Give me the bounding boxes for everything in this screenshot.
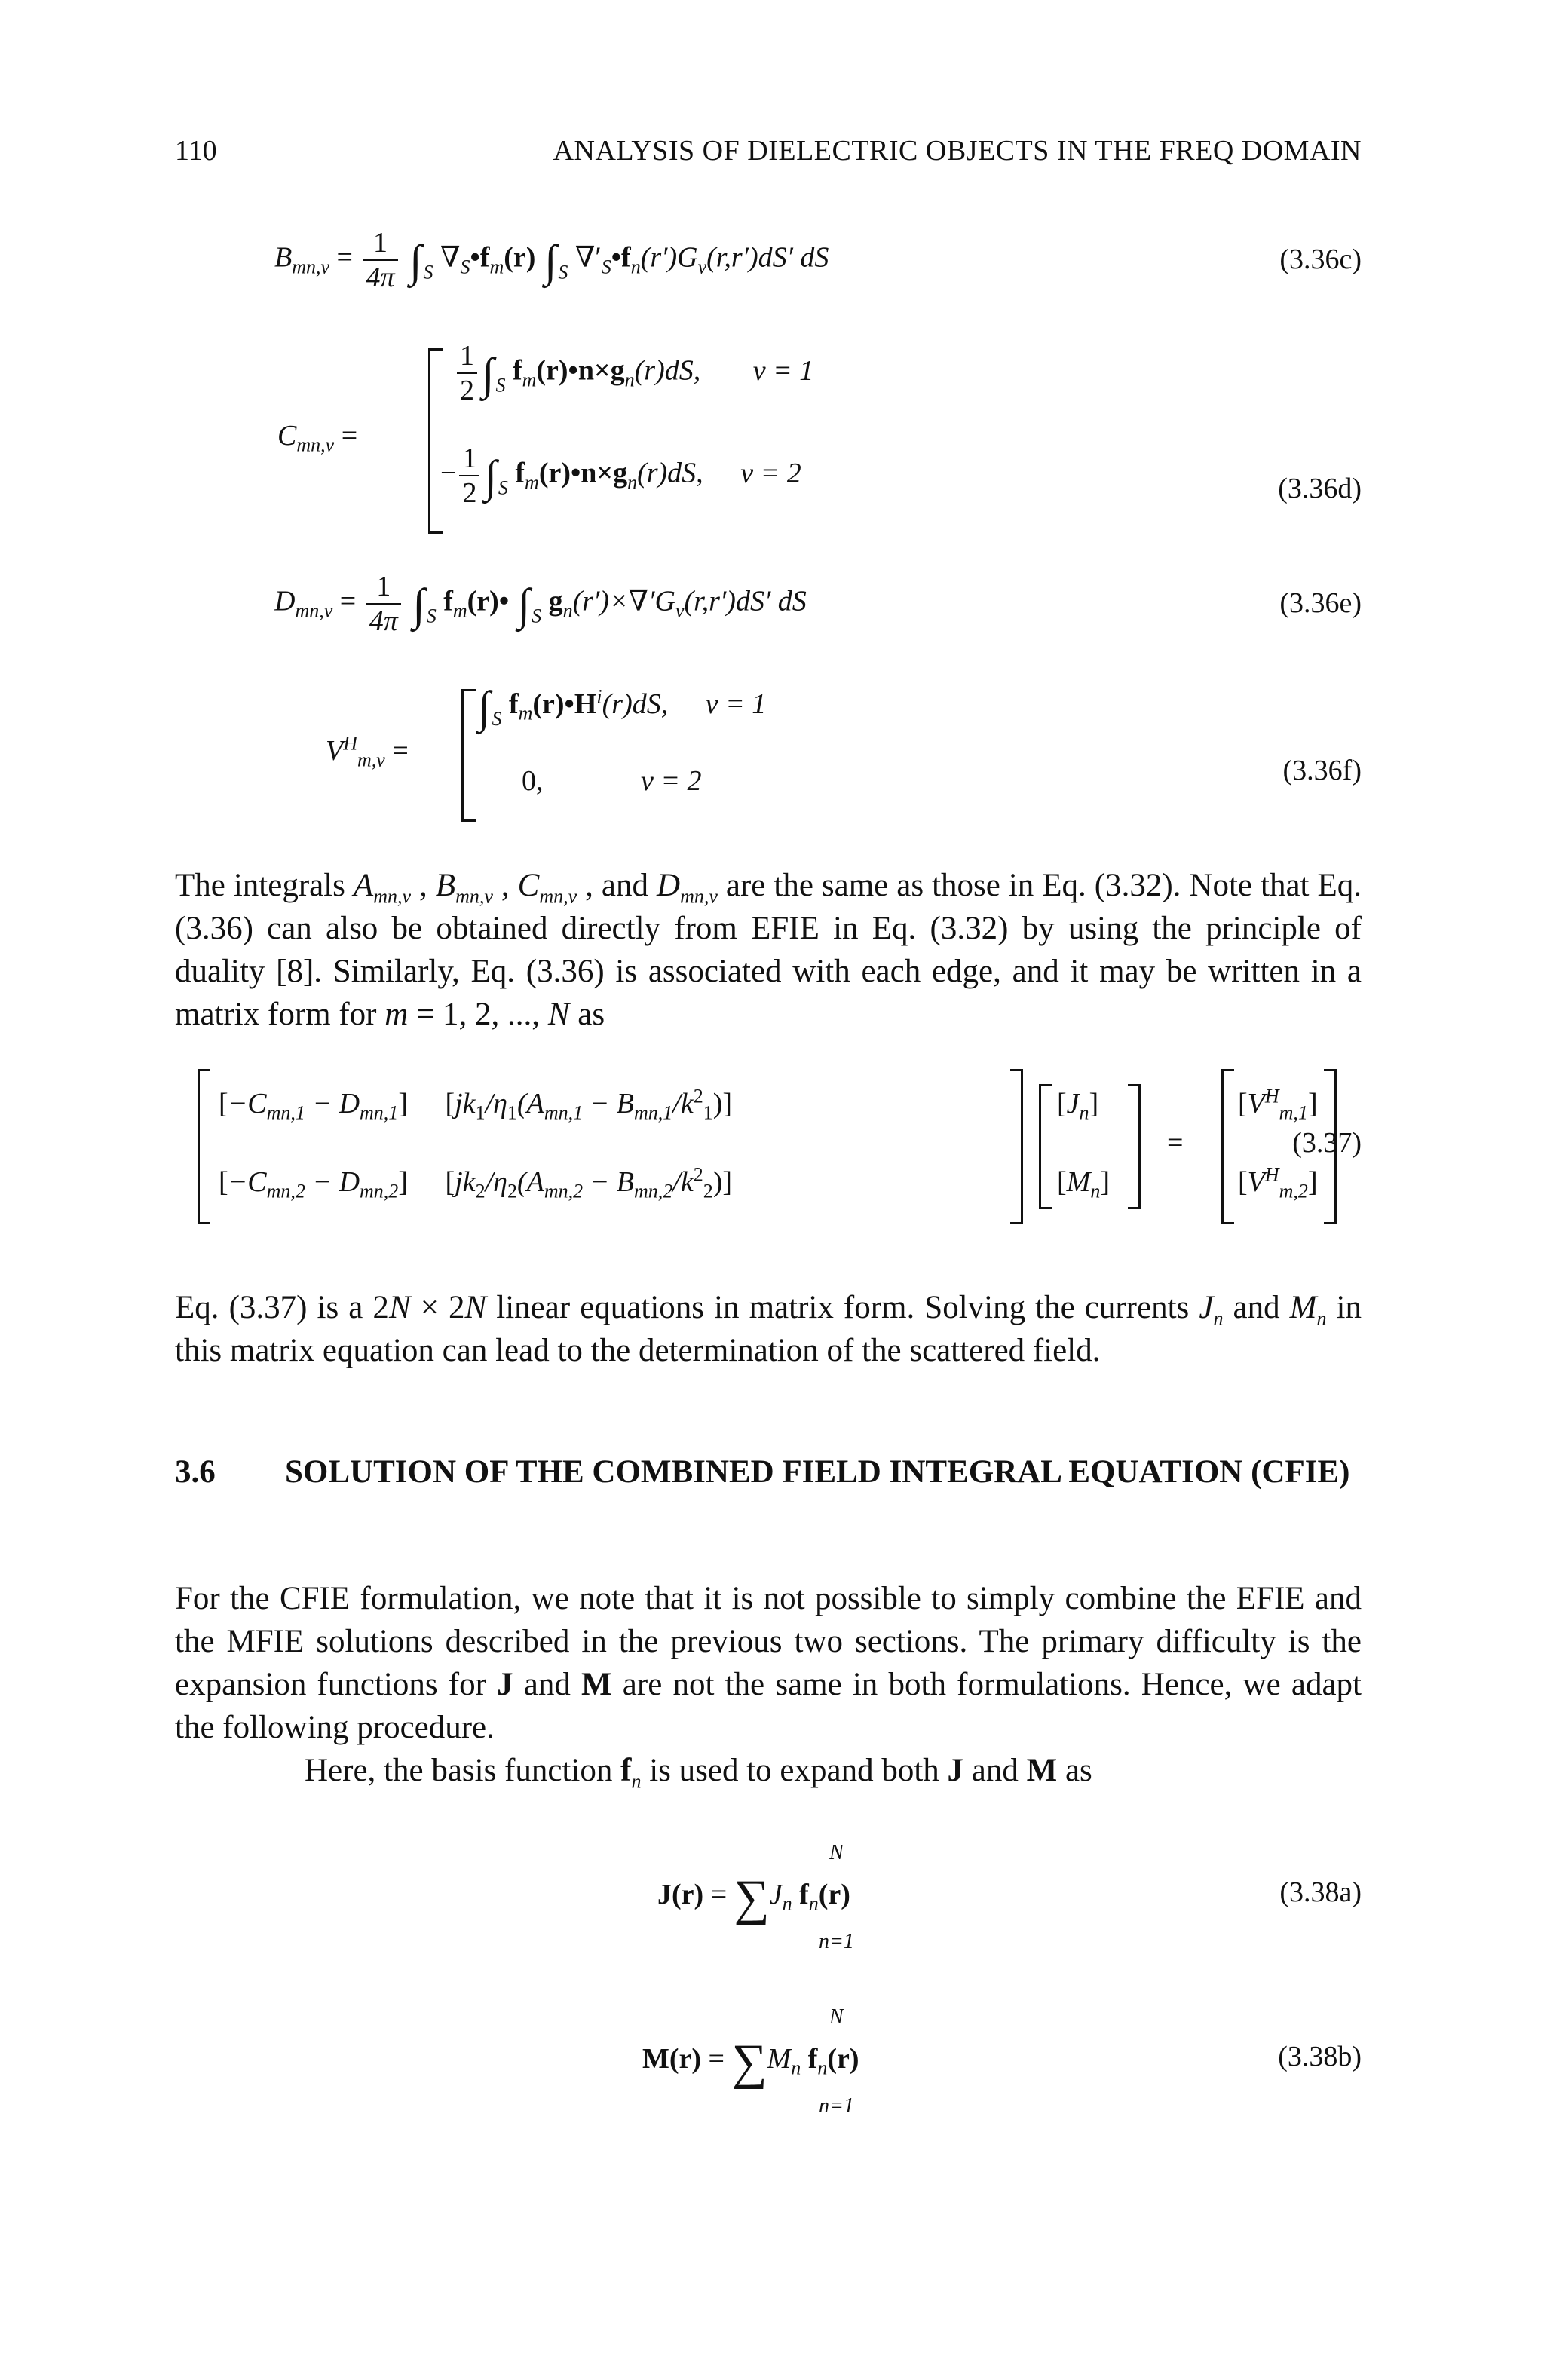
matrix-row-2: $[-C_{mn,2} - D_{mn,2}] [jk_2/\eta_2(A_{mn,2} - B_{mn,2}/k^2_2)]$: [219, 1163, 733, 1202]
equation-3-36f-lhs: $V^H_{m,\nu}$ =: [326, 732, 409, 771]
equation-3-38a: [175, 1833, 1362, 1969]
sum-upper-limit: N: [829, 1841, 844, 1864]
equation-number: (3.37): [1292, 1127, 1362, 1159]
vector-bracket-left: [1039, 1084, 1052, 1209]
sum-lower-limit: n=1: [819, 2094, 854, 2118]
case-2: − $\frac{1}{2}$ $\int_S$ $f_m(r)•n\times g_n(r)dS$, ν = 2: [440, 443, 801, 509]
matrix-bracket-right: [1010, 1069, 1023, 1224]
sum-sign: ∑: [734, 1870, 770, 1925]
equation-3-36f: [175, 682, 1362, 832]
equation-number: (3.36d): [1278, 473, 1362, 504]
equation-3-36d-lhs: $C_{mn,\nu}$ =: [277, 420, 358, 456]
section-number: 3.6: [175, 1454, 216, 1490]
paragraph-basis: Here, the basis function $f_n$ is used to expand both J and M as: [305, 1753, 1092, 1793]
equation-3-36d: [175, 339, 1362, 550]
equation-number: (3.36f): [1282, 755, 1362, 786]
sum-sign: ∑: [731, 2035, 767, 2090]
rhs-bracket-left: [1221, 1069, 1234, 1224]
vector-bracket-right: [1128, 1084, 1141, 1209]
equation-3-38a-body: $J(r) = \sum J_n$ $f_n(r)$: [657, 1870, 850, 1925]
sum-upper-limit: N: [829, 2005, 844, 2029]
equation-number: (3.38b): [1278, 2041, 1362, 2072]
page-number: 110: [175, 135, 217, 167]
equation-3-36e: [175, 570, 1362, 653]
matrix-row-1: $[-C_{mn,1} - D_{mn,1}] [jk_1/\eta_1(A_{mn,1} - B_{mn,1}/k^2_1)]$: [219, 1085, 733, 1124]
equals-sign: =: [1167, 1127, 1184, 1159]
integral-sign: ∫: [409, 235, 422, 286]
case-brace: [461, 689, 476, 822]
equation-3-36c-body: $B_{mn,\nu}$ = $\frac{1}{4\pi}$ $\int_S$ $\nabla_S•f_m(r)$ $\int_S$ $\nabla'_S•f_n(r')G_\nu(r,r')dS'$ dS: [274, 227, 829, 293]
case-1: $\int_S$ $f_m(r)•H^i(r)dS$, ν = 1: [478, 682, 767, 732]
equation-3-37: [175, 1069, 1362, 1235]
equation-3-38b: [175, 1998, 1362, 2133]
case-2: 0, ν = 2: [522, 765, 702, 797]
integral-sign: ∫: [544, 235, 557, 286]
sum-lower-limit: n=1: [819, 1930, 854, 1953]
case-1: $\frac{1}{2}$ $\int_S$ $f_m(r)•n\times g_n(r)dS$, ν = 1: [454, 339, 813, 407]
equation-number: (3.36c): [1279, 244, 1362, 275]
paragraph-linear-equations: Eq. (3.37) is a 2N × 2N linear equations in matrix form. Solving the currents $J_n$ and $M_n$ in this matrix equation can lead to the determination of the scattered field.: [175, 1290, 1362, 1368]
unknown-m: $[M_n]$: [1057, 1166, 1110, 1202]
paragraph-integrals: The integrals $A_{mn,\nu}$ , $B_{mn,\nu}$ , $C_{mn,\nu}$ , and $D_{mn,\nu}$ are the same as those in Eq. (3.32). Note that Eq. (3.36) can also be obtained directly from EFIE in Eq. (3.32) by using the principle of duality [8]. Similarly, Eq. (3.36) is associated with each edge, and it may be written in a matrix form for m = 1, 2, ..., N as: [175, 868, 1362, 1032]
rhs-v1: $[V^H_{m,1}]$: [1238, 1085, 1318, 1124]
equation-3-38b-body: $M(r) = \sum M_n$ $f_n(r)$: [642, 2035, 859, 2090]
section-heading: [175, 1450, 1362, 1541]
equation-3-36e-body: $D_{mn,\nu}$ = $\frac{1}{4\pi}$ $\int_S$ $f_m(r)•$ $\int_S$ $g_n(r')\times\nabla'G_\nu(r,r')dS'$ dS: [274, 571, 807, 637]
section-title: SOLUTION OF THE COMBINED FIELD INTEGRAL EQUATION (CFIE): [285, 1454, 1350, 1490]
unknown-j: $[J_n]$: [1057, 1088, 1099, 1124]
rhs-v2: $[V^H_{m,2}]$: [1238, 1163, 1318, 1202]
running-title: ANALYSIS OF DIELECTRIC OBJECTS IN THE FREQ DOMAIN: [553, 135, 1362, 167]
equation-number: (3.36e): [1279, 587, 1362, 619]
paragraph-cfie: For the CFIE formulation, we note that it is not possible to simply combine the EFIE and the MFIE solutions described in the previous two sections. The primary difficulty is the expansion functions for J and M are not the same in both formulations. Hence, we adapt the following procedure.: [175, 1581, 1362, 1745]
fraction: $\frac{1}{4\pi}$: [363, 226, 397, 294]
matrix-bracket-left: [198, 1069, 210, 1224]
equation-3-36c: [175, 226, 1362, 309]
page-header: [175, 134, 1362, 179]
equation-number: (3.38a): [1279, 1876, 1362, 1908]
